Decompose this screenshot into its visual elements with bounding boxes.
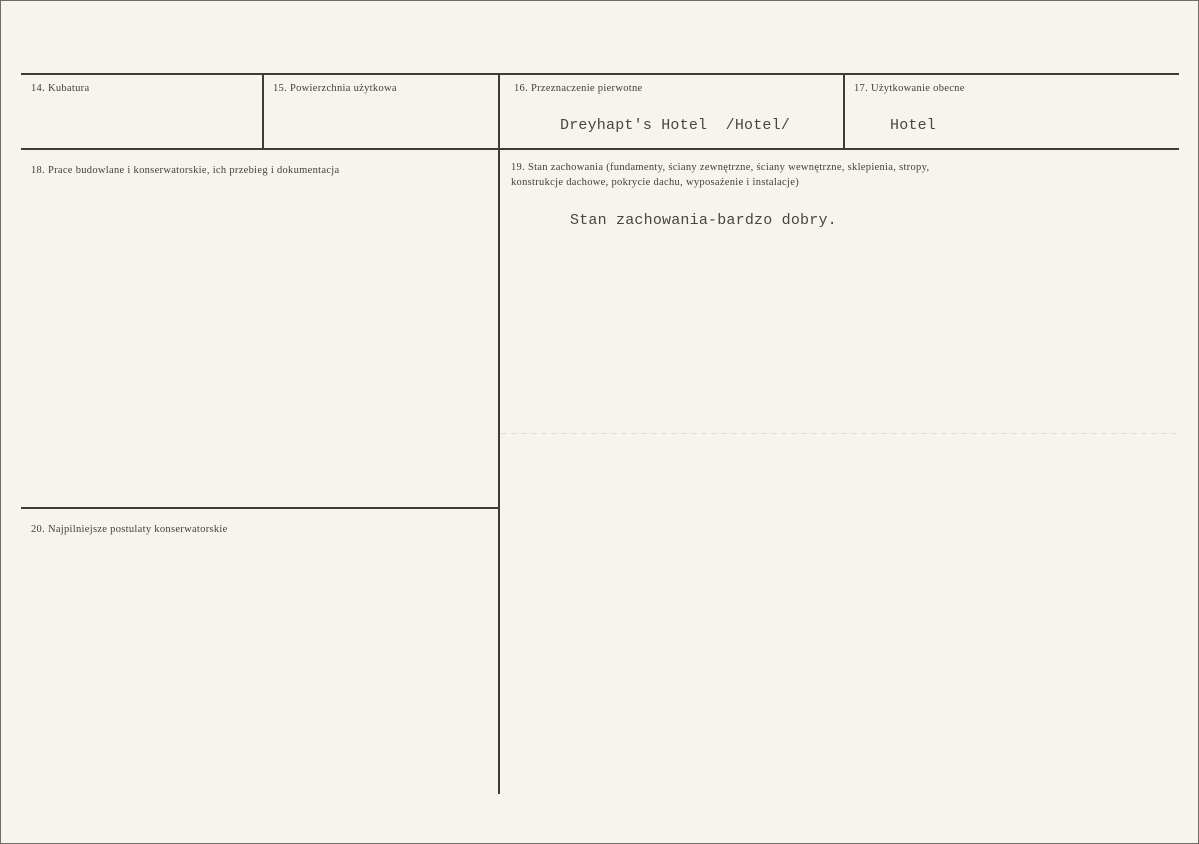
column-divider-17 bbox=[843, 74, 845, 149]
top-border-line bbox=[21, 73, 1179, 75]
original-purpose-label: 16. Przeznaczenie pierwotne bbox=[514, 83, 643, 94]
section-divider-line bbox=[21, 507, 498, 509]
condition-label-line2: konstrukcje dachowe, pokrycie dachu, wyposażenie i instalacje) bbox=[511, 177, 799, 188]
current-use-label: 17. Użytkowanie obecne bbox=[854, 83, 965, 94]
column-divider-15 bbox=[262, 74, 264, 149]
faint-rule bbox=[501, 433, 1179, 434]
conservation-postulates-label: 20. Najpilniejsze postulaty konserwatorskie bbox=[31, 524, 228, 535]
construction-works-label: 18. Prace budowlane i konserwatorskie, ich przebieg i dokumentacja bbox=[31, 165, 340, 176]
row-divider-line bbox=[21, 148, 1179, 150]
kubatura-label: 14. Kubatura bbox=[31, 83, 90, 94]
condition-value: Stan zachowania-bardzo dobry. bbox=[570, 212, 837, 229]
current-use-value: Hotel bbox=[890, 117, 937, 134]
usable-area-label: 15. Powierzchnia użytkowa bbox=[273, 83, 397, 94]
original-purpose-value: Dreyhapt's Hotel /Hotel/ bbox=[560, 117, 791, 134]
condition-label-line1: 19. Stan zachowania (fundamenty, ściany zewnętrzne, ściany wewnętrzne, sklepienia, stropy, bbox=[511, 162, 930, 173]
column-divider-16 bbox=[498, 74, 500, 794]
